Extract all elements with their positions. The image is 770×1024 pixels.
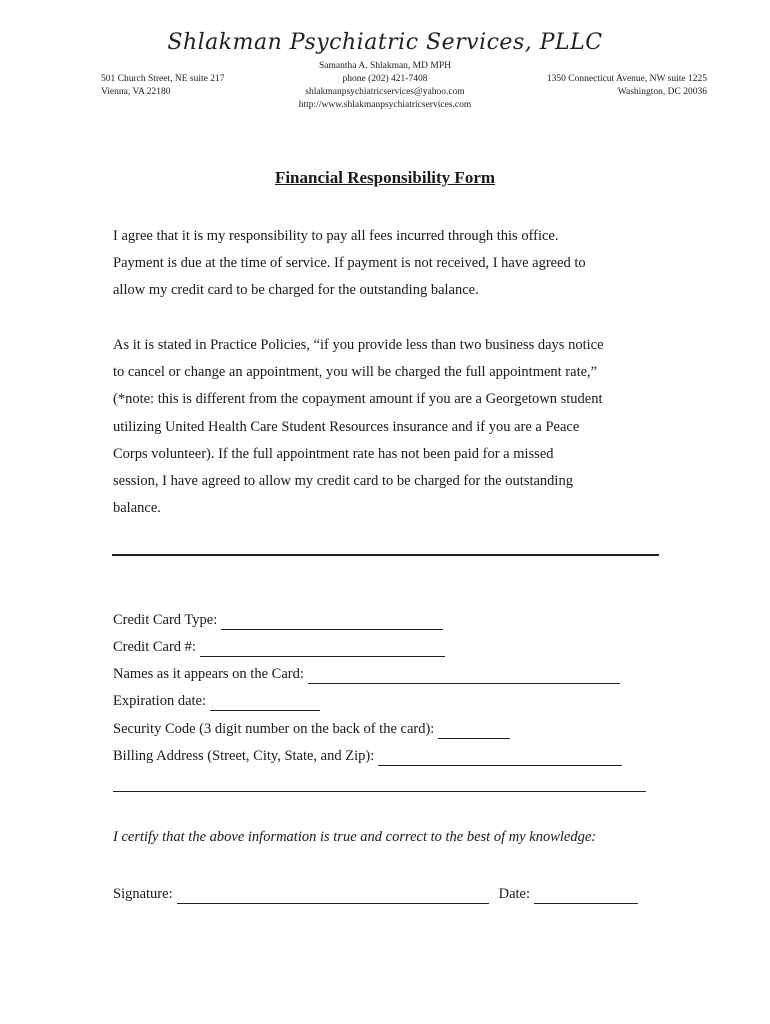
cancellation-paragraph [113, 332, 673, 522]
expiration-label: Expiration date: [113, 693, 207, 709]
date-label: Date: [498, 886, 531, 902]
security-code-field [113, 719, 510, 739]
email-address: shlakmanpsychiatricservices@yahoo.com [305, 87, 465, 97]
card-number-field [113, 637, 445, 657]
billing-address-field [113, 746, 622, 766]
paragraph-line: I agree that it is my responsibility to pay all fees incurred through this office. [113, 228, 559, 244]
name-on-card-label: Names as it appears on the Card: [113, 666, 304, 682]
address-line: Vienna, VA 22180 [101, 87, 171, 97]
paragraph-line: allow my credit card to be charged for the outstanding balance. [113, 282, 479, 299]
address-line: 1350 Connecticut Avenue, NW suite 1225 [546, 74, 707, 84]
billing-address-blank[interactable] [378, 750, 622, 766]
paragraph-line: utilizing United Health Care Student Resources insurance and if you are a Peace [113, 418, 580, 435]
card-number-blank[interactable] [200, 641, 445, 657]
expiration-field [113, 691, 320, 711]
security-code-blank[interactable] [438, 723, 510, 739]
responsibility-paragraph [113, 223, 673, 305]
paragraph-line: to cancel or change an appointment, you will be charged the full appointment rate,” [113, 364, 598, 381]
date-blank[interactable] [534, 888, 638, 904]
right-office-address [547, 73, 707, 99]
form-title: Financial Responsibility Form [274, 168, 496, 187]
security-code-label: Security Code (3 digit number on the back of the card): [113, 721, 435, 737]
paragraph-line: (*note: this is different from the copayment amount if you are a Georgetown student [113, 391, 603, 408]
card-type-blank[interactable] [221, 614, 443, 630]
address-line: Washington, DC 20036 [617, 87, 707, 97]
paragraph-line: balance. [113, 500, 161, 517]
signature-field [113, 884, 638, 904]
website-url: http://www.shlakmanpsychiatricservices.com [298, 100, 472, 110]
section-divider [112, 554, 659, 556]
practice-logo-name: Shlakman Psychiatric Services, PLLC [167, 30, 603, 55]
certification-statement: I certify that the above information is true and correct to the best of my knowledge: [113, 829, 597, 845]
paragraph-line: As it is stated in Practice Policies, “if you provide less than two business days notice [113, 337, 604, 353]
paragraph-line: session, I have agreed to allow my credit card to be charged for the outstanding [113, 473, 573, 490]
card-number-label: Credit Card #: [113, 639, 196, 655]
paragraph-line: Payment is due at the time of service. If payment is not received, I have agreed to [113, 255, 586, 272]
card-type-label: Credit Card Type: [113, 612, 218, 628]
address-line: 501 Church Street, NE suite 217 [101, 74, 225, 84]
name-on-card-field [113, 664, 620, 684]
signature-blank[interactable] [177, 888, 489, 904]
paragraph-line: Corps volunteer). If the full appointment rate has not been paid for a missed [113, 445, 554, 462]
card-type-field [113, 610, 443, 630]
billing-address-second-line[interactable] [113, 791, 646, 792]
name-on-card-blank[interactable] [308, 668, 620, 684]
billing-address-label: Billing Address (Street, City, State, and Zip): [113, 748, 375, 764]
expiration-blank[interactable] [210, 695, 320, 711]
doctor-name: Samantha A. Shlakman, MD MPH [319, 61, 451, 71]
phone-number: phone (202) 421-7408 [342, 74, 428, 84]
signature-label: Signature: [113, 886, 173, 902]
